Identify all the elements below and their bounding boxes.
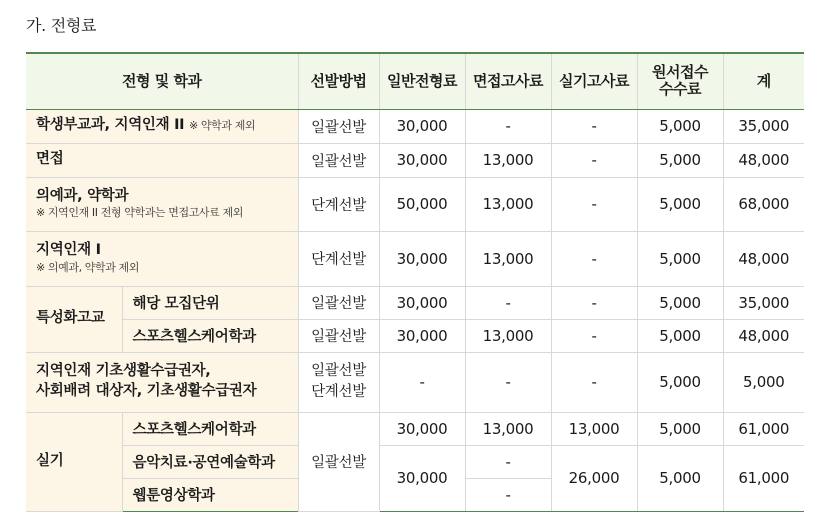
row-note: ※ 약학과 제외	[189, 119, 256, 133]
group-label-specialized: 특성화고교	[26, 286, 122, 352]
cell-total: 5,000	[723, 352, 804, 412]
cell-practical: -	[551, 286, 637, 319]
cell-application: 5,000	[637, 412, 723, 445]
header-application-line1: 원서접수	[652, 63, 708, 81]
cell-method	[298, 352, 379, 412]
cell-total: 61,000	[723, 412, 804, 445]
cell-interview: 13,000	[465, 412, 551, 445]
row-note: ※ 의예과, 약학과 제외	[36, 260, 140, 274]
cell-interview: -	[465, 352, 551, 412]
cell-general: 50,000	[379, 177, 465, 231]
cell-practical: -	[551, 231, 637, 286]
cell-total: 35,000	[723, 286, 804, 319]
cell-practical: -	[551, 319, 637, 352]
sub-label: 해당 모집단위	[122, 286, 298, 319]
cell-method: 일괄선발	[298, 319, 379, 352]
cell-interview: 13,000	[465, 177, 551, 231]
cell-general: 30,000	[379, 286, 465, 319]
table-row	[26, 231, 804, 286]
row-label	[26, 177, 298, 231]
cell-application: 5,000	[637, 445, 723, 511]
cell-interview: -	[465, 478, 551, 511]
cell-application: 5,000	[637, 286, 723, 319]
sub-label: 스포츠헬스케어학과	[122, 412, 298, 445]
row-label	[26, 231, 298, 286]
cell-total: 48,000	[723, 319, 804, 352]
cell-method: 일괄선발	[298, 109, 379, 143]
section-title: 가. 전형료	[26, 16, 97, 35]
cell-application: 5,000	[637, 231, 723, 286]
header-interview-fee: 면접고사료	[465, 53, 551, 109]
group-label-practical: 실기	[26, 412, 122, 511]
cell-total: 68,000	[723, 177, 804, 231]
row-label: 면접	[26, 143, 298, 177]
header-track: 전형 및 학과	[26, 53, 298, 109]
cell-practical: -	[551, 352, 637, 412]
cell-practical: -	[551, 143, 637, 177]
cell-application: 5,000	[637, 352, 723, 412]
cell-practical: 13,000	[551, 412, 637, 445]
cell-method: 일괄선발	[298, 143, 379, 177]
cell-general: 30,000	[379, 412, 465, 445]
cell-method: 일괄선발	[298, 286, 379, 319]
row-label-text: 지역인재 I	[36, 242, 101, 259]
sub-label: 음악치료·공연예술학과	[122, 445, 298, 478]
cell-practical: 26,000	[551, 445, 637, 511]
cell-general: 30,000	[379, 143, 465, 177]
cell-application: 5,000	[637, 143, 723, 177]
cell-practical: -	[551, 109, 637, 143]
cell-method: 단계선발	[298, 177, 379, 231]
cell-method-line2: 단계선발	[311, 384, 366, 400]
cell-general: 30,000	[379, 109, 465, 143]
cell-application: 5,000	[637, 319, 723, 352]
row-label-text: 학생부교과, 지역인재 II	[36, 117, 185, 134]
cell-total: 35,000	[723, 109, 804, 143]
cell-total: 48,000	[723, 143, 804, 177]
table-row	[26, 352, 804, 412]
row-label-line2: 사회배려 대상자, 기초생활수급권자	[36, 383, 257, 399]
cell-general: 30,000	[379, 231, 465, 286]
cell-method: 단계선발	[298, 231, 379, 286]
table-row	[26, 109, 804, 143]
cell-interview: 13,000	[465, 143, 551, 177]
row-label	[26, 352, 298, 412]
cell-application: 5,000	[637, 177, 723, 231]
header-application-fee	[637, 53, 723, 109]
cell-total: 61,000	[723, 445, 804, 511]
cell-method: 일괄선발	[298, 412, 379, 511]
header-application-line2: 수수료	[659, 80, 701, 99]
cell-interview: 13,000	[465, 231, 551, 286]
cell-interview: 13,000	[465, 319, 551, 352]
cell-general: 30,000	[379, 319, 465, 352]
header-total: 계	[723, 53, 804, 109]
fee-table	[26, 52, 804, 512]
header-general-fee: 일반전형료	[379, 53, 465, 109]
table-row	[26, 319, 804, 352]
row-note: ※ 지역인재 II 전형 약학과는 면접고사료 제외	[36, 206, 243, 220]
cell-practical: -	[551, 177, 637, 231]
row-label	[26, 109, 298, 143]
cell-general: 30,000	[379, 445, 465, 511]
sub-label: 웹툰영상학과	[122, 478, 298, 511]
header-row	[26, 53, 804, 109]
row-label-line1: 지역인재 기초생활수급권자,	[36, 363, 211, 380]
header-method: 선발방법	[298, 53, 379, 109]
table-row	[26, 445, 804, 478]
table-row	[26, 286, 804, 319]
cell-general: -	[379, 352, 465, 412]
table-row	[26, 412, 804, 445]
header-practical-fee: 실기고사료	[551, 53, 637, 109]
cell-total: 48,000	[723, 231, 804, 286]
cell-method-line1: 일괄선발	[311, 362, 366, 379]
cell-interview: -	[465, 109, 551, 143]
row-label-text: 의예과, 약학과	[36, 187, 129, 204]
table-row	[26, 143, 804, 177]
cell-application: 5,000	[637, 109, 723, 143]
cell-interview: -	[465, 445, 551, 478]
sub-label: 스포츠헬스케어학과	[122, 319, 298, 352]
cell-interview: -	[465, 286, 551, 319]
table-row	[26, 177, 804, 231]
